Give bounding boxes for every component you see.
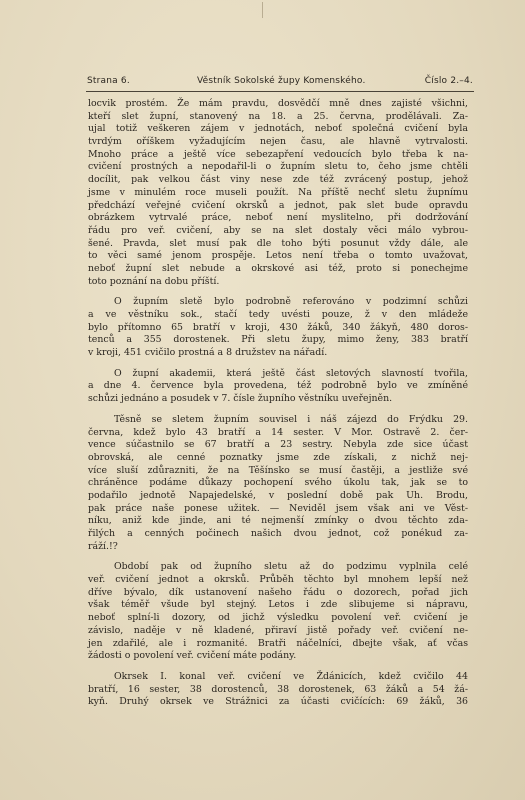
text-line: bratří, 16 sester, 38 dorostenců, 38 dorostenek, 63 žáků a 54 žá- <box>88 683 468 695</box>
text-line: neboť splní-li dozory, od jichž výsledku povolení veř. cvičení je <box>88 612 468 624</box>
paragraph <box>88 561 468 663</box>
text-line: Období pak od župního sletu až do podzimu vyplnila celé <box>114 561 468 573</box>
paragraph <box>88 368 468 406</box>
text-line: závislo, naděje v ně kladené, přiraví jistě pořady veř. cvičení ne- <box>88 624 468 636</box>
text-line: více sluší zdůrazniti, že na Těšínsko se musí častěji, a jestliže své <box>88 464 468 476</box>
text-line: tenců a 355 dorostenek. Při sletu župy, mimo ženy, 383 bratří <box>88 334 468 346</box>
text-line: jsme v minulém roce museli použít. Na příště nechť sletu župnímu <box>88 186 468 198</box>
text-line: toto poznání na dobu příští. <box>88 275 220 287</box>
article-body <box>88 98 468 717</box>
text-line: řádu pro veř. cvičení, aby se na slet dostaly věci málo vybrou- <box>88 224 468 236</box>
text-line: locvik prostém. Že mám pravdu, dosvědčí mně dnes zajisté všichni, <box>88 98 468 109</box>
text-line: ujal totiž veškeren zájem v jednotách, neboť společná cvičení byla <box>88 123 468 135</box>
paragraph <box>88 671 468 709</box>
text-line: chráněnce podáme důkazy pochopení svého úkolu tak, jak se to <box>88 477 468 489</box>
text-line: obrázkem vytrvalé práce, neboť není myslitelno, při dodržování <box>88 212 468 224</box>
text-line: jen zdařilé, ale i rozmanité. Bratři náčelníci, dbejte však, ať včas <box>88 637 468 649</box>
text-line: níku, aniž kde jinde, ani té nejmenší zmínky o dvou těchto zda- <box>88 515 468 527</box>
fold-mark <box>262 2 263 18</box>
text-line: cvičení prostných a nepodařil-li o župním sletu to, čeho jsme chtěli <box>88 161 468 173</box>
text-line: kteří slet župní, stanovený na 18. a 25. června, prodělávali. Za- <box>88 110 468 122</box>
header-rule <box>86 91 474 92</box>
text-line: to věci samé jenom prospěje. Letos není třeba o tomto uvažovat, <box>88 250 468 262</box>
paragraph <box>88 296 468 359</box>
text-line: však téměř všude byl stejný. Letos i zde slibujeme si nápravu, <box>88 599 468 611</box>
text-line: června, kdež bylo 43 bratří a 14 sester. V Mor. Ostravě 2. čer- <box>88 426 468 438</box>
page-header <box>87 76 473 90</box>
text-line: a dne 4. července byla provedena, též podrobně bylo ve zmíněné <box>88 380 468 392</box>
journal-title: Věstník Sokolské župy Komenského. <box>197 76 366 86</box>
text-line: žádosti o povolení veř. cvičení máte podány. <box>88 650 297 662</box>
text-line: bylo přítomno 65 bratří v kroji, 430 žáků, 340 žákyň, 480 doros- <box>88 321 468 333</box>
text-line: veř. cvičení jednot a okrsků. Průběh těchto byl mnohem lepší než <box>88 574 468 586</box>
issue-number: Číslo 2.–4. <box>424 76 473 86</box>
text-line: docílit, pak velkou část viny nese zde též zvrácený postup, jehož <box>88 174 468 186</box>
text-line: pak práce naše ponese užitek. — Neviděl jsem však ani ve Věst- <box>88 502 468 514</box>
paragraph <box>88 414 468 554</box>
text-line: schůzi jednáno a posudek v 7. čísle župního věstníku uveřejněn. <box>88 393 393 405</box>
text-line: předchází veřejné cvičení okrsků a jednot, pak slet bude opravdu <box>88 199 468 211</box>
text-line: tvrdým oříškem vyžadujícím nejen času, ale hlavně vytrvalosti. <box>88 136 468 148</box>
text-line: O župní akademii, která ještě část sletových slavností tvořila, <box>114 367 468 379</box>
text-line: Okrsek I. konal veř. cvičení ve Ždánicích, kdež cvičilo 44 <box>114 670 468 682</box>
text-line: vence súčastnilo se 67 bratří a 23 sestry. Nebyla zde sice účast <box>88 439 468 451</box>
text-line: Těsně se sletem župním souvisel i náš zájezd do Frýdku 29. <box>114 413 468 425</box>
text-line: řilých a cenných počinech našich dvou jednot, což ponékud za- <box>88 528 468 539</box>
text-line: šené. Pravda, slet musí pak dle toho býti posunut vždy dále, ale <box>88 237 468 249</box>
text-line: ráží.!? <box>88 540 118 552</box>
text-line: kyň. Druhý okrsek ve Strážnici za účasti cvičících: 69 žáků, 36 <box>88 696 468 708</box>
text-line: obrovská, ale cenné poznatky jsme zde získali, z nichž nej- <box>88 451 468 463</box>
text-line: v kroji, 451 cvičilo prostná a 8 družstev na nářadí. <box>88 347 328 359</box>
text-line: dříve bývalo, dík ustanovení našeho řádu o dozorech, pořad jich <box>88 586 468 598</box>
text-line: a ve věstníku sok., stačí tedy uvésti pouze, ž v den mládeže <box>88 309 468 320</box>
text-line: podařilo jednotě Napajedelské, v poslední době pak Uh. Brodu, <box>88 489 468 501</box>
text-line: neboť župní slet nebude a okrskové asi též, proto si ponechejme <box>88 262 468 274</box>
paragraph <box>88 98 468 288</box>
text-line: O župním sletě bylo podrobně referováno v podzimní schůzi <box>114 296 468 308</box>
text-line: Mnoho práce a ještě více sebezapření vedoucích bylo třeba k na- <box>88 148 468 160</box>
page-number: Strana 6. <box>87 76 130 86</box>
